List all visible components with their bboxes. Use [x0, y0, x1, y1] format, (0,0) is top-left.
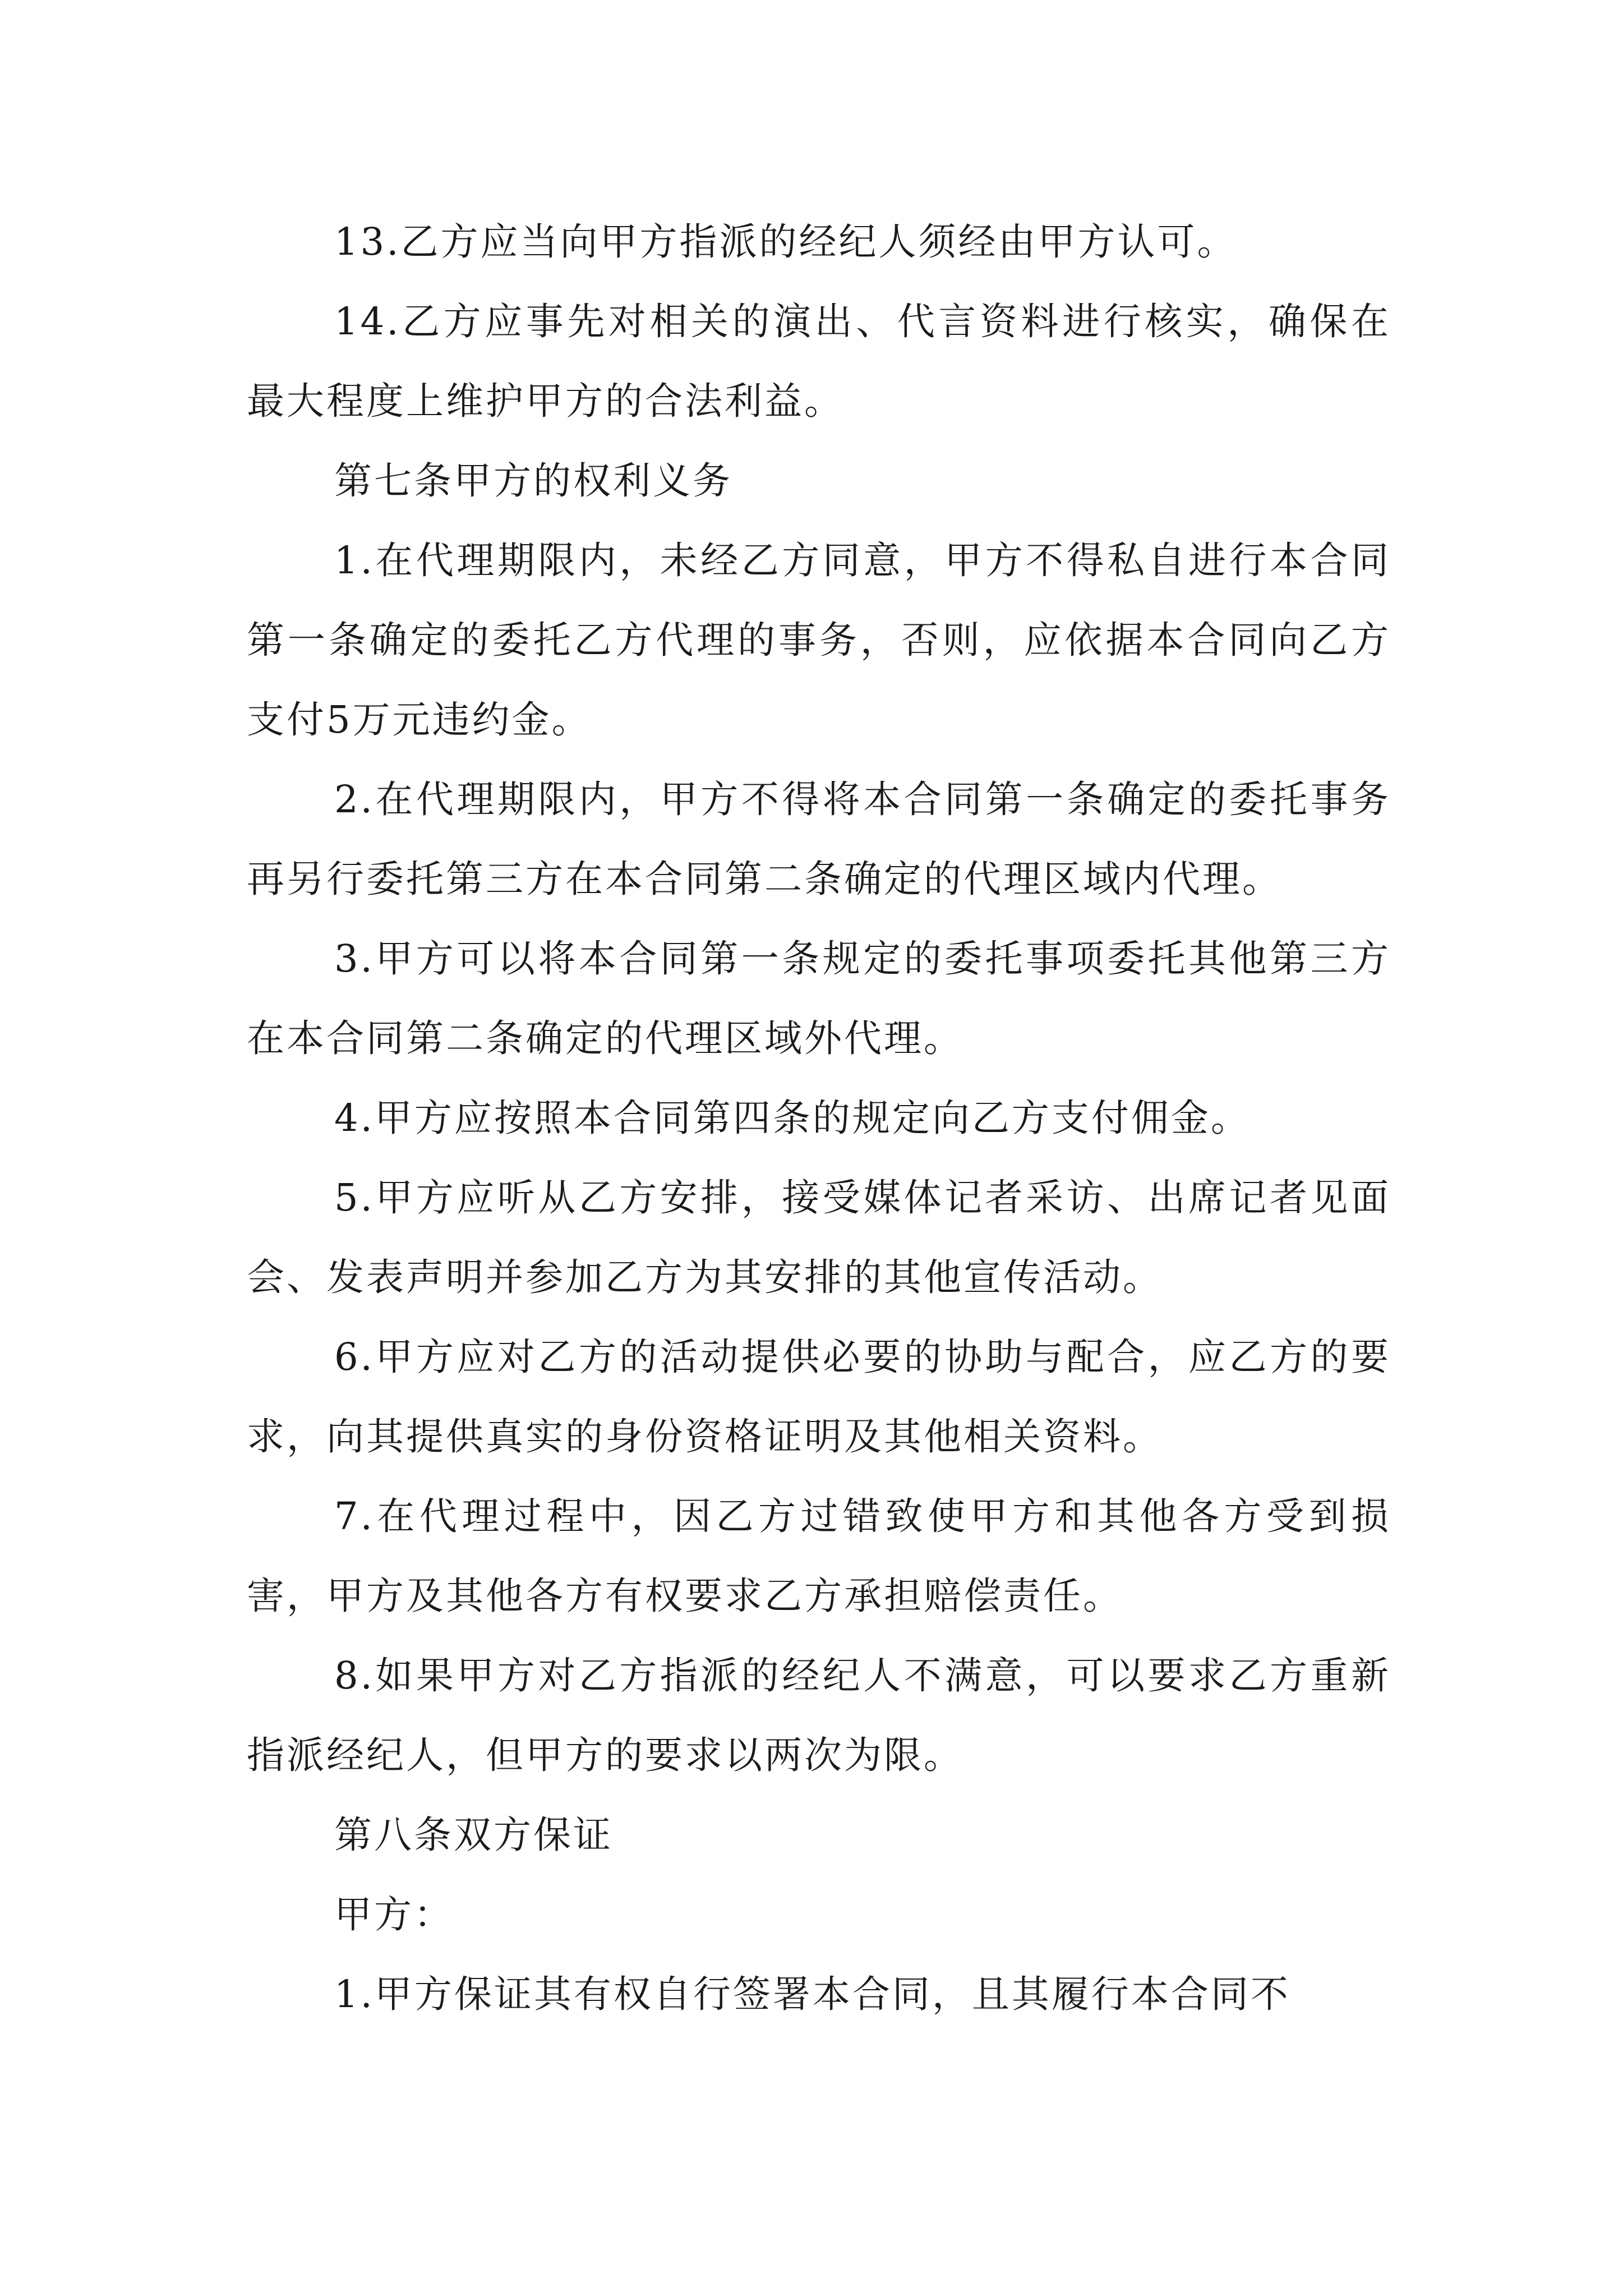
- article-7-clause-4: 4.甲方应按照本合同第四条的规定向乙方支付佣金。: [334, 1096, 1251, 1140]
- article-7-clause-3: 3.甲方可以将本合同第一条规定的委托事项委托其他第三方在本合同第二条确定的代理区域外代理。: [247, 937, 1391, 1060]
- party-a-label: 甲方：: [334, 1893, 454, 1936]
- article-8-heading: 第八条双方保证: [334, 1813, 613, 1857]
- clause-13: 13.乙方应当向甲方指派的经纪人须经由甲方认可。: [334, 220, 1237, 264]
- clause-14: 14.乙方应事先对相关的演出、代言资料进行核实，确保在最大程度上维护甲方的合法利益。: [247, 300, 1391, 423]
- article-7-clause-1: 1.在代理期限内，未经乙方同意，甲方不得私自进行本合同第一条确定的委托乙方代理的事务，否则，应依据本合同向乙方支付5万元违约金。: [247, 539, 1391, 742]
- article-7-clause-6: 6.甲方应对乙方的活动提供必要的协助与配合，应乙方的要求，向其提供真实的身份资格证明及其他相关资料。: [247, 1335, 1391, 1458]
- article-7-clause-5: 5.甲方应听从乙方安排，接受媒体记者采访、出席记者见面会、发表声明并参加乙方为其安排的其他宣传活动。: [247, 1176, 1391, 1299]
- article-8-clause-1: 1.甲方保证其有权自行签署本合同，且其履行本合同不: [334, 1972, 1290, 2016]
- article-7-heading: 第七条甲方的权利义务: [334, 459, 732, 503]
- article-7-clause-8: 8.如果甲方对乙方指派的经纪人不满意，可以要求乙方重新指派经纪人，但甲方的要求以两次为限。: [247, 1654, 1391, 1777]
- document-body: [247, 202, 1391, 2034]
- article-7-clause-7: 7.在代理过程中，因乙方过错致使甲方和其他各方受到损害，甲方及其他各方有权要求乙方承担赔偿责任。: [247, 1494, 1391, 1618]
- article-7-clause-2: 2.在代理期限内，甲方不得将本合同第一条确定的委托事务再另行委托第三方在本合同第二条确定的代理区域内代理。: [247, 777, 1391, 901]
